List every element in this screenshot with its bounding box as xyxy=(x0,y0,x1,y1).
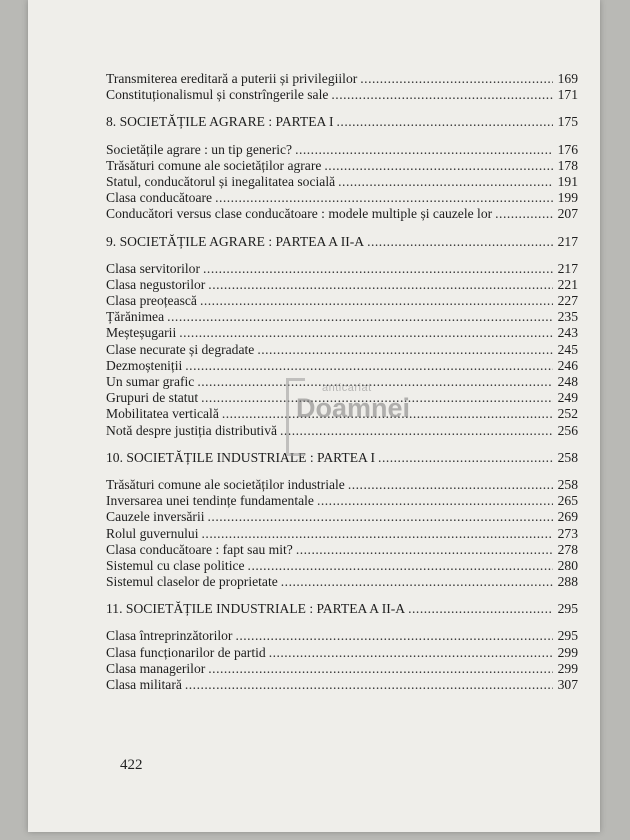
toc-entry-page: 171 xyxy=(557,87,578,103)
page-number: 422 xyxy=(120,757,143,773)
toc-entry xyxy=(106,526,578,542)
chapter-heading xyxy=(106,601,578,617)
toc-entry-page: 235 xyxy=(557,309,578,325)
dot-leader xyxy=(200,293,553,309)
toc-entry-title: Trăsături comune ale societăților agrare xyxy=(106,157,322,173)
toc-entry-page: 256 xyxy=(557,422,578,438)
dot-leader xyxy=(185,358,553,374)
toc-entry-page: 245 xyxy=(557,341,578,357)
toc-entry-title: Trăsături comune ale societăților industriale xyxy=(106,476,345,492)
toc-entry xyxy=(106,358,578,374)
toc-entry xyxy=(106,174,578,190)
toc-entry xyxy=(106,628,578,644)
toc-entry-title: Un sumar grafic xyxy=(106,374,195,389)
watermark-small-text: anticariat xyxy=(322,382,372,394)
toc-entry-page: 178 xyxy=(557,157,578,173)
toc-entry-title: Clasa preoțească xyxy=(106,293,197,309)
toc-entry-page: 217 xyxy=(557,260,578,276)
toc-entry-title: Clasa servitorilor xyxy=(106,260,201,276)
toc-entry xyxy=(106,190,578,206)
dot-leader xyxy=(208,509,553,525)
chapter-heading-title: 10. SOCIETĂȚILE INDUSTRIALE : PARTEA I xyxy=(106,449,376,465)
toc-entry xyxy=(106,261,578,277)
watermark-logo xyxy=(286,378,434,462)
chapter-heading xyxy=(106,234,578,250)
toc-entry-page: 248 xyxy=(557,374,578,389)
dot-leader xyxy=(495,206,553,222)
toc-entry-page: 299 xyxy=(557,644,578,660)
toc-entry-page: 221 xyxy=(557,276,578,292)
toc-entry-page: 280 xyxy=(557,557,578,573)
dot-leader xyxy=(337,114,553,130)
toc-entry-title: Clasa managerilor xyxy=(106,660,206,676)
toc-entry xyxy=(106,309,578,325)
toc-entry-title: Notă despre justiția distributivă xyxy=(106,422,278,438)
dot-leader xyxy=(215,190,553,206)
toc-entry-title: Cauzele inversării xyxy=(106,509,205,525)
toc-entry-page: 191 xyxy=(557,173,578,189)
toc-entry-title: Transmiterea ereditară a puterii și privilegiilor xyxy=(106,71,358,86)
toc-entry xyxy=(106,71,578,87)
toc-entry-title: Sistemul claselor de proprietate xyxy=(106,574,278,590)
toc-entry-title: Clasa negustorilor xyxy=(106,276,206,292)
dot-leader xyxy=(185,677,553,693)
chapter-heading xyxy=(106,114,578,130)
dot-leader xyxy=(203,261,553,277)
chapter-heading-title: 9. SOCIETĂȚILE AGRARE : PARTEA A II-A xyxy=(106,233,365,249)
toc-entry-page: 278 xyxy=(557,541,578,557)
toc-entry-title: Societățile agrare : un tip generic? xyxy=(106,141,293,157)
dot-leader xyxy=(360,71,553,87)
toc-entry xyxy=(106,677,578,693)
chapter-heading-page: 295 xyxy=(557,601,578,617)
toc-entry-page: 246 xyxy=(557,357,578,373)
toc-entry-title: Meșteșugarii xyxy=(106,325,177,341)
toc-entry xyxy=(106,493,578,509)
toc-entry-title: Sistemul cu clase politice xyxy=(106,557,245,573)
dot-leader xyxy=(367,234,553,250)
toc-entry-page: 252 xyxy=(557,406,578,422)
toc-entry xyxy=(106,477,578,493)
dot-leader xyxy=(295,142,553,158)
chapter-heading-title: 11. SOCIETĂȚILE INDUSTRIALE : PARTEA A II-A xyxy=(106,601,406,617)
toc-entry-page: 307 xyxy=(557,677,578,692)
toc-entry-title: Inversarea unei tendințe fundamentale xyxy=(106,493,314,509)
watermark-big-text: Doamnei xyxy=(296,393,411,423)
dot-leader xyxy=(208,661,553,677)
chapter-heading-page: 217 xyxy=(557,233,578,249)
toc-entry-title: Clasa funcționarilor de partid xyxy=(106,644,266,660)
dot-leader xyxy=(167,309,553,325)
chapter-heading-page: 175 xyxy=(557,114,578,130)
toc-entry xyxy=(106,542,578,558)
dot-leader xyxy=(202,526,553,542)
toc-entry-title: Dezmoșteniții xyxy=(106,357,183,373)
toc-entry xyxy=(106,206,578,222)
chapter-heading-title: 8. SOCIETĂȚILE AGRARE : PARTEA I xyxy=(106,114,334,130)
toc-entry-title: Clasa conducătoare : fapt sau mit? xyxy=(106,541,293,557)
dot-leader xyxy=(269,645,553,661)
toc-entry xyxy=(106,558,578,574)
dot-leader xyxy=(296,542,553,558)
toc-entry-title: Rolul guvernului xyxy=(106,525,199,541)
dot-leader xyxy=(324,158,553,174)
toc-entry-page: 169 xyxy=(557,71,578,86)
toc-entry xyxy=(106,142,578,158)
dot-leader xyxy=(235,628,553,644)
dot-leader xyxy=(331,87,553,103)
toc-entry xyxy=(106,509,578,525)
dot-leader xyxy=(338,174,553,190)
toc-entry-page: 243 xyxy=(557,325,578,341)
toc-entry-title: Mobilitatea verticală xyxy=(106,406,219,422)
toc-entry xyxy=(106,277,578,293)
dot-leader xyxy=(348,477,553,493)
toc-entry-page: 227 xyxy=(557,293,578,309)
dot-leader xyxy=(179,325,553,341)
toc-entry-title: Conducători versus clase conducătoare : modele multiple și cauzele lor xyxy=(106,206,493,222)
dot-leader xyxy=(281,574,553,590)
dot-leader xyxy=(408,601,553,617)
toc-entry-page: 265 xyxy=(557,493,578,509)
toc-entry xyxy=(106,342,578,358)
toc-entry-title: Constituționalismul și constrîngerile sale xyxy=(106,87,329,103)
toc-entry-page: 207 xyxy=(557,206,578,222)
toc-entry-page: 176 xyxy=(557,141,578,157)
toc-entry-page: 258 xyxy=(557,476,578,492)
dot-leader xyxy=(257,342,553,358)
toc-entry-title: Clase necurate și degradate xyxy=(106,341,255,357)
toc-entry xyxy=(106,661,578,677)
toc-entry xyxy=(106,158,578,174)
book-page xyxy=(28,0,600,832)
toc-entry-page: 269 xyxy=(557,509,578,525)
toc-entry-title: Grupuri de statut xyxy=(106,390,199,406)
toc-entry-page: 295 xyxy=(557,628,578,644)
toc-entry-title: Țărănimea xyxy=(106,309,165,325)
dot-leader xyxy=(248,558,553,574)
toc-entry-page: 288 xyxy=(557,574,578,590)
toc-entry-title: Clasa militară xyxy=(106,677,182,692)
toc-entry-page: 299 xyxy=(557,660,578,676)
toc-entry-title: Clasa conducătoare xyxy=(106,190,213,206)
toc-entry xyxy=(106,325,578,341)
toc-entry-page: 249 xyxy=(557,390,578,406)
dot-leader xyxy=(317,493,553,509)
toc-entry-title: Statul, conducătorul și inegalitatea socială xyxy=(106,173,336,189)
chapter-heading-page: 258 xyxy=(557,449,578,465)
toc-entry-page: 199 xyxy=(557,190,578,206)
toc-entry-title: Clasa întreprinzătorilor xyxy=(106,628,233,644)
toc-entry xyxy=(106,293,578,309)
dot-leader xyxy=(208,277,553,293)
toc-entry xyxy=(106,87,578,103)
toc-entry xyxy=(106,574,578,590)
toc-entry-page: 273 xyxy=(557,525,578,541)
toc-entry xyxy=(106,645,578,661)
